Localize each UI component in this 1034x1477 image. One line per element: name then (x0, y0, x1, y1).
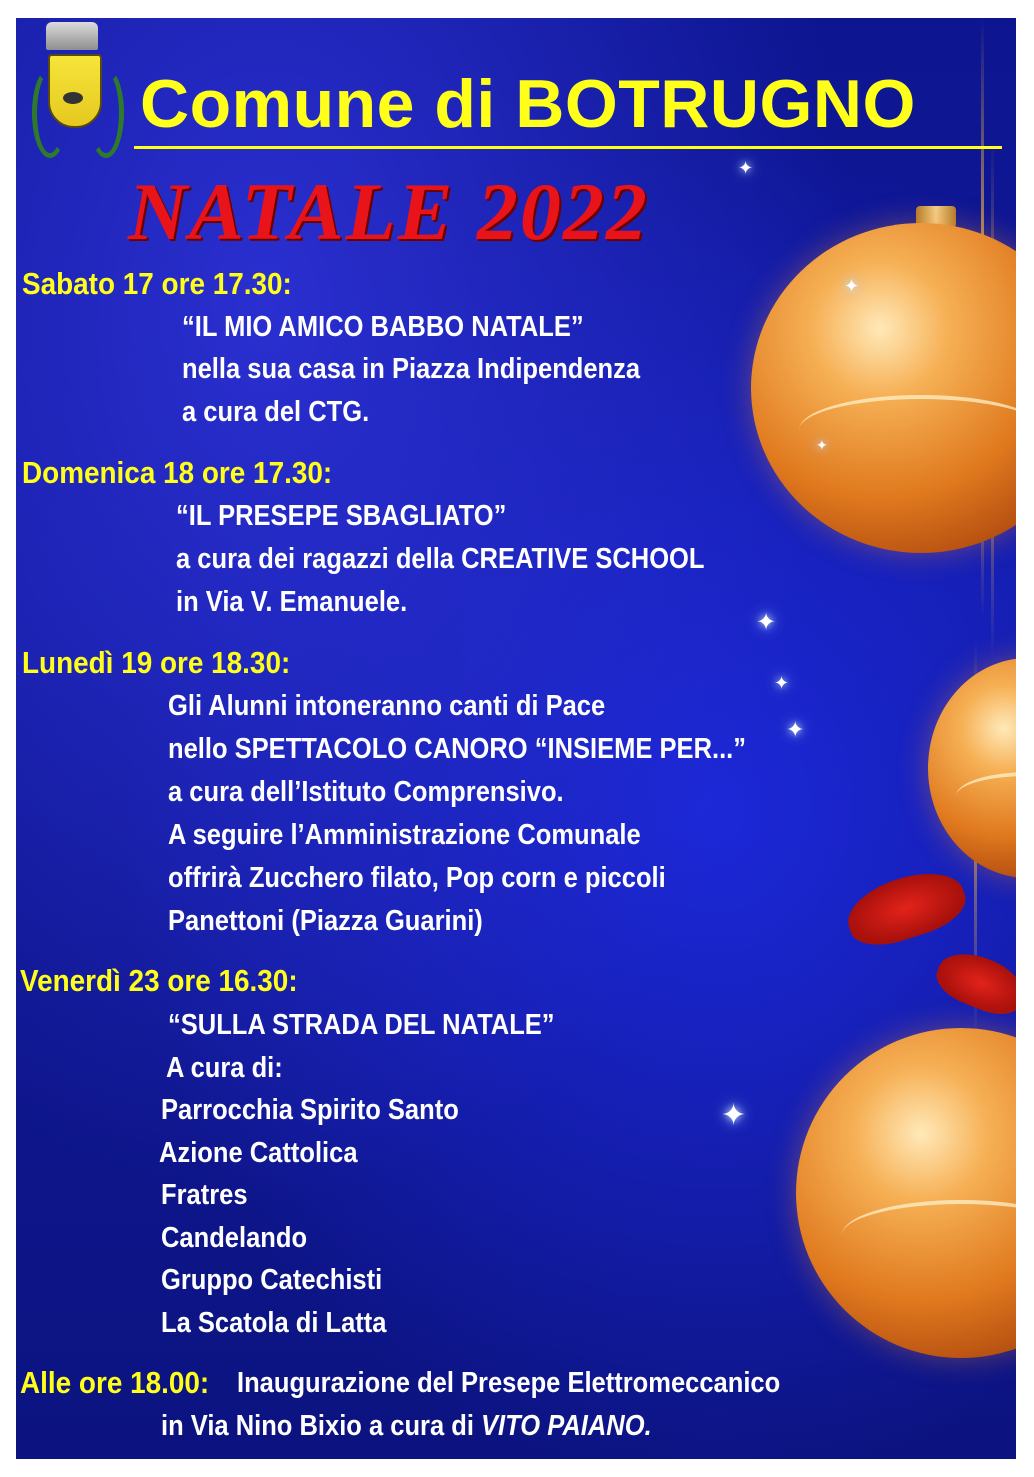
sparkle-star-icon: ✦ (721, 1098, 747, 1133)
event-heading: Lunedì 19 ore 18.30: (22, 645, 291, 680)
final-heading: Alle ore 18.00: (20, 1365, 210, 1400)
event-line: “IL PRESEPE SBAGLIATO” (176, 500, 507, 532)
christmas-ornament-decoration (796, 1028, 1016, 1358)
sparkle-star-icon: ✦ (786, 718, 805, 743)
event-heading: Venerdì 23 ore 16.30: (20, 963, 298, 998)
christmas-ornament-decoration (751, 223, 1016, 553)
event-line: “IL MIO AMICO BABBO NATALE” (182, 311, 584, 343)
event-line: a cura dei ragazzi della CREATIVE SCHOOL (176, 543, 705, 575)
event-line: Parrocchia Spirito Santo (161, 1094, 459, 1126)
event-line: Panettoni (Piazza Guarini) (168, 905, 483, 937)
page-subtitle: NATALE 2022 (128, 166, 649, 257)
christmas-ornament-decoration (928, 658, 1016, 878)
poster (16, 18, 1016, 1459)
sparkle-star-icon: ✦ (816, 438, 828, 454)
event-line: “SULLA STRADA DEL NATALE” (168, 1009, 555, 1041)
event-line: A cura di: (166, 1052, 283, 1084)
event-line: nello SPETTACOLO CANORO “INSIEME PER...” (168, 733, 747, 765)
sparkle-star-icon: ✦ (774, 673, 790, 694)
final-line: Inaugurazione del Presepe Elettromeccanico (237, 1367, 781, 1399)
event-line: Gli Alunni intoneranno canti di Pace (168, 690, 606, 722)
sparkle-star-icon: ✦ (756, 608, 777, 636)
event-line: a cura dell’Istituto Comprensivo. (168, 776, 564, 808)
event-line: La Scatola di Latta (161, 1307, 387, 1339)
event-line: Gruppo Catechisti (161, 1264, 383, 1296)
final-line (161, 1405, 652, 1447)
red-ribbon-decoration (930, 943, 1016, 1023)
event-line: A seguire l’Amministrazione Comunale (168, 819, 641, 851)
sparkle-star-icon: ✦ (844, 276, 860, 297)
event-line: in Via V. Emanuele. (176, 586, 408, 618)
red-ribbon-decoration (840, 861, 973, 955)
final-line-prefix: in Via Nino Bixio a cura di (161, 1410, 474, 1442)
event-line: nella sua casa in Piazza Indipendenza (182, 353, 641, 385)
event-line: Candelando (161, 1222, 308, 1254)
sparkle-star-icon: ✦ (738, 158, 754, 179)
event-heading: Domenica 18 ore 17.30: (22, 455, 333, 490)
event-line: offrirà Zucchero filato, Pop corn e piccoli (168, 862, 666, 894)
event-line: Azione Cattolica (159, 1137, 358, 1169)
page-title: Comune di BOTRUGNO (140, 66, 916, 142)
title-underline (134, 146, 1002, 149)
event-line: a cura del CTG. (182, 396, 370, 428)
organizer-name: VITO PAIANO. (481, 1410, 652, 1442)
event-line: Fratres (161, 1179, 248, 1211)
coat-of-arms-icon (26, 22, 121, 162)
event-heading: Sabato 17 ore 17.30: (22, 266, 292, 301)
